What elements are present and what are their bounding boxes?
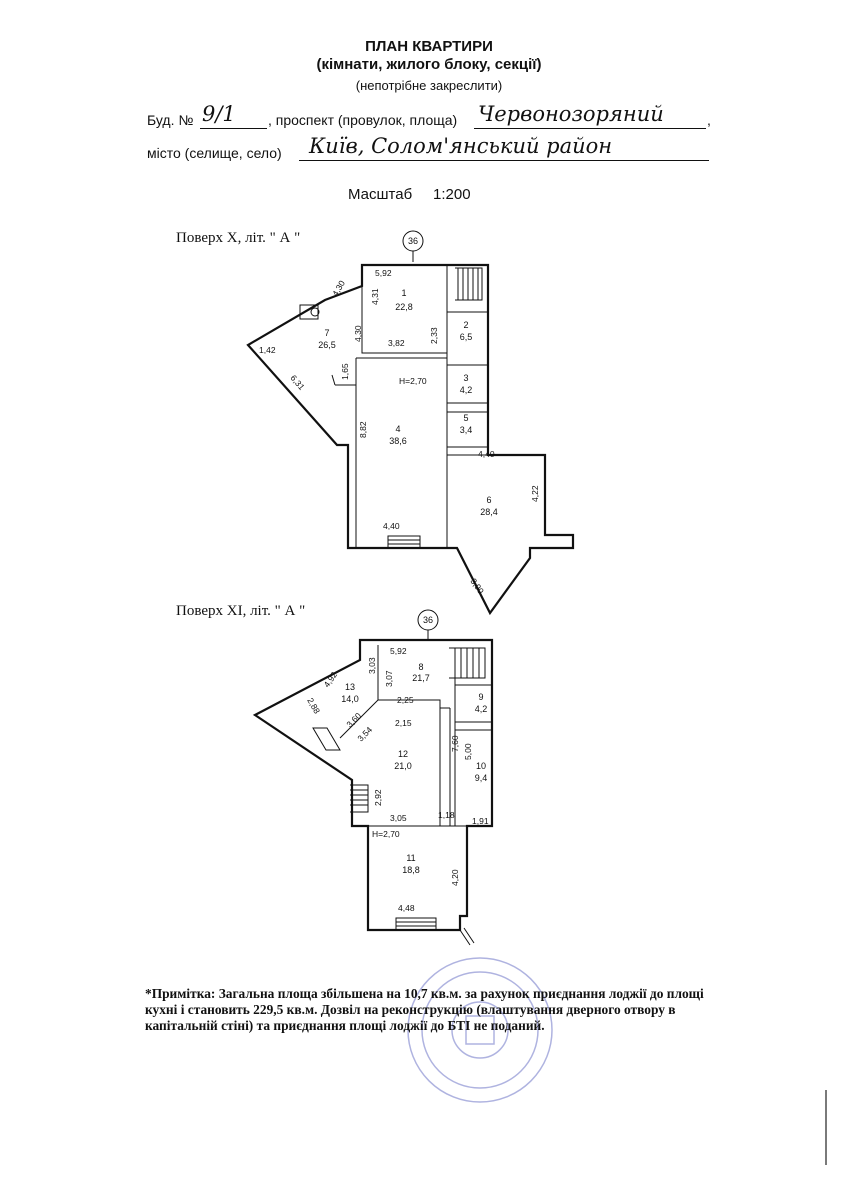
dimensions-floor-xi [305,646,489,913]
svg-text:12: 12 [397,749,409,759]
svg-text:1,65: 1,65 [340,363,350,380]
axis-label-xi: 36 [422,615,434,625]
svg-text:9,4: 9,4 [474,773,488,783]
scale-label: Масштаб [348,186,413,203]
street-end: , [707,112,711,128]
svg-text:3: 3 [463,373,469,383]
scale-value: 1:200 [433,186,471,203]
building-number: 9/1 [202,102,236,126]
room-xi-8 [412,662,430,683]
svg-text:9: 9 [478,692,484,702]
svg-text:7: 7 [324,328,330,338]
svg-text:4,40: 4,40 [478,449,495,459]
svg-text:3,03: 3,03 [367,657,377,674]
room-xi-10 [475,761,488,783]
svg-text:1,18: 1,18 [438,810,455,820]
svg-text:4,30: 4,30 [353,325,363,342]
room-x-2 [460,320,473,342]
svg-text:8: 8 [418,662,424,672]
strike-note: (непотрібне закреслити) [355,78,503,93]
svg-text:3,90: 3,90 [468,576,487,596]
svg-text:2,15: 2,15 [395,718,412,728]
svg-text:2,92: 2,92 [373,789,383,806]
svg-text:3,54: 3,54 [355,724,375,744]
room-xi-9 [475,692,488,714]
city-label: місто (селище, село) [147,145,282,161]
svg-text:3,05: 3,05 [390,813,407,823]
svg-text:6: 6 [486,495,492,505]
svg-text:4,48: 4,48 [398,903,415,913]
floor-x-label: Поверх X, літ. " А " [176,230,301,246]
room-x-4 [389,424,407,446]
svg-text:1,42: 1,42 [259,345,276,355]
svg-text:6,5: 6,5 [459,332,473,342]
svg-text:2: 2 [463,320,469,330]
svg-text:4: 4 [395,424,401,434]
ceiling-height-x: Н=2,70 [399,376,427,386]
svg-text:38,6: 38,6 [389,436,407,446]
city-name: Київ, Солом'янський район [309,134,613,158]
page-subtitle: (кімнати, жилого блоку, секції) [316,56,542,73]
svg-text:14,0: 14,0 [341,694,359,704]
svg-text:28,4: 28,4 [480,507,498,517]
svg-text:4,30: 4,30 [330,278,348,298]
room-x-1 [395,288,413,312]
street-name: Червонозоряний [478,102,664,126]
floor-xi-plan [255,610,492,945]
svg-text:2,88: 2,88 [305,696,323,716]
axis-label-x: 36 [407,236,419,246]
svg-text:7,60: 7,60 [450,735,460,752]
room-xi-13 [341,682,359,704]
room-x-7 [318,328,336,350]
footnote: *Примітка: Загальна площа збільшена на 10,7 кв.м. за рахунок приєднання лоджії до площі кухні і становить 229,5 кв.м. Дозвіл на реконструкцію (влаштування дверного отвору в капітальній стіні) та приєднання площі лоджії до БТІ не поданий. [145,986,704,1033]
svg-text:21,7: 21,7 [412,673,430,683]
street-label: , проспект (провулок, площа) [268,112,458,128]
page-title: ПЛАН КВАРТИРИ [365,38,493,55]
svg-text:4,40: 4,40 [383,521,400,531]
svg-text:18,8: 18,8 [402,865,420,875]
svg-text:22,8: 22,8 [395,302,413,312]
svg-text:21,0: 21,0 [394,761,412,771]
svg-text:2,25: 2,25 [397,695,414,705]
svg-text:4,20: 4,20 [450,869,460,886]
svg-text:13: 13 [344,682,356,692]
svg-text:10: 10 [475,761,487,771]
floor-x-plan [248,231,573,613]
svg-text:5,00: 5,00 [463,743,473,760]
svg-text:4,22: 4,22 [530,485,540,502]
svg-text:2,33: 2,33 [429,327,439,344]
floor-xi-label: Поверх XI, літ. " А " [176,603,306,619]
ceiling-height-xi: Н=2,70 [372,829,400,839]
svg-text:1,91: 1,91 [472,816,489,826]
svg-text:1: 1 [401,288,407,298]
svg-text:3,82: 3,82 [388,338,405,348]
svg-text:8,82: 8,82 [358,421,368,438]
svg-text:4,92: 4,92 [321,669,340,690]
svg-text:3,07: 3,07 [384,670,394,687]
svg-text:5: 5 [463,413,469,423]
svg-text:3,60: 3,60 [344,710,364,730]
svg-text:6,31: 6,31 [288,372,307,392]
svg-text:4,31: 4,31 [370,288,380,305]
svg-text:11: 11 [406,853,416,863]
svg-text:5,92: 5,92 [375,268,392,278]
svg-text:4,2: 4,2 [459,385,473,395]
room-x-5 [460,413,473,435]
svg-text:4,2: 4,2 [474,704,488,714]
room-xi-11 [402,853,420,875]
svg-text:26,5: 26,5 [318,340,336,350]
room-x-3 [460,373,473,395]
room-xi-12 [394,749,412,771]
building-label: Буд. № [147,112,194,128]
room-x-6 [480,495,498,517]
floor-x-outline [248,265,573,613]
svg-text:5,92: 5,92 [390,646,407,656]
svg-text:3,4: 3,4 [459,425,473,435]
